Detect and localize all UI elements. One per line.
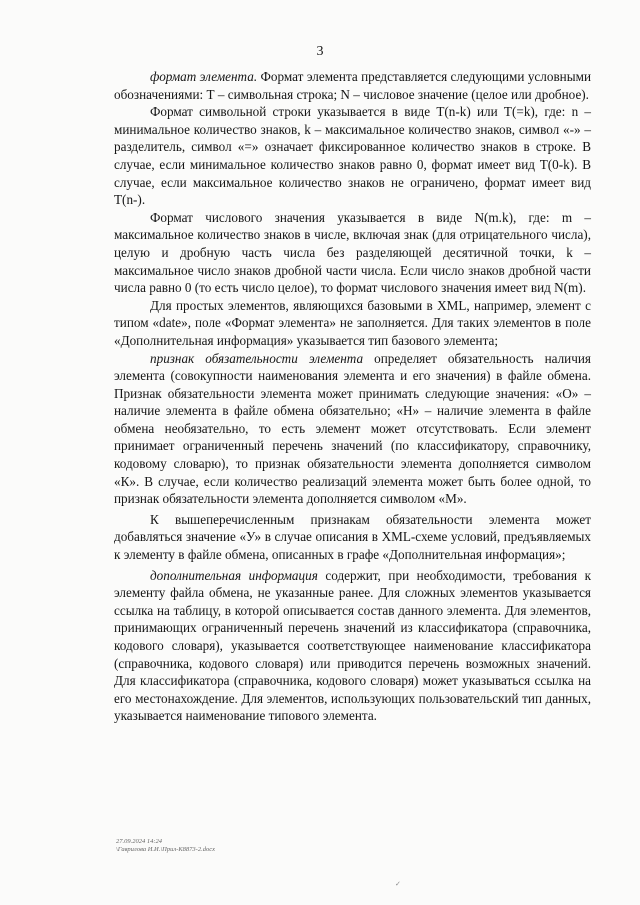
term-mandatory-flag: признак обязательности элемента bbox=[150, 350, 364, 366]
paragraph-mandatory-flag bbox=[114, 350, 591, 508]
paragraph-text: Формат числового значения указывается в виде N(m.k), где: m – максимальное количество знаков в числе, включая знак (для отрицательного числа), целую и дробную часть числа без разделяющей десятичной точки, k – максимальное число знаков дробной части числа. Если число знаков дробной части числа равно 0 (то есть число целое), то формат числового значения имеет вид N(m). bbox=[114, 209, 591, 296]
term-additional-info: дополнительная информация bbox=[150, 567, 318, 583]
paragraph-additional-info bbox=[114, 567, 591, 725]
paragraph-condition-flag bbox=[114, 511, 591, 564]
paragraph-string-format bbox=[114, 103, 591, 209]
paragraph-text: Для простых элементов, являющихся базовыми в XML, например, элемент с типом «date», поле «Формат элемента» не заполняется. Для таких элементов в поле «Дополнительная информация» указывается тип базового элемента; bbox=[114, 297, 591, 348]
paragraph-number-format bbox=[114, 209, 591, 297]
paragraph-text: К вышеперечисленным признакам обязательности элемента может добавляться значение «У» в случае описания в XML-схеме условий, предъявляемых к элементу в файле обмена, описанных в графе «Дополнительная информация»; bbox=[114, 511, 591, 563]
file-stamp-date: 27.09.2024 14:24 bbox=[116, 838, 163, 845]
paragraph-text: Формат элемента представляется следующими условными обозначениями: Т – символьная строка; N – числовое значение (целое или дробное). bbox=[114, 69, 591, 102]
paragraph-simple-elements bbox=[114, 297, 591, 350]
paragraph-text: определяет обязательность наличия элемента (совокупности наименования элемента и его значения) в файле обмена. Признак обязательности элемента может принимать следующие значения: «О» – наличие элемента в файле обмена обязательно; «Н» – наличие элемента в файле обмена необязательно, то есть элемент может отсутствовать. Если элемент принимает ограниченный перечень значений (по классификатору, справочнику, кодовому словарю), то признак обязательности элемента дополняется символом «К». В случае, если количество реализаций элемента может быть более одной, то признак обязательности элемента дополняется символом «М». bbox=[114, 350, 591, 507]
page-number: 3 bbox=[316, 44, 324, 59]
term-element-format: формат элемента. bbox=[150, 69, 258, 84]
file-stamp bbox=[116, 838, 215, 854]
check-mark: ✓ bbox=[395, 880, 401, 888]
file-stamp-path: \Гаврилова И.И.\Прил-К8873-2.docx bbox=[116, 846, 215, 853]
document-body bbox=[114, 68, 591, 725]
paragraph-text: содержит, при необходимости, требования к элементу файла обмена, не указанные ранее. Для сложных элементов указывается ссылка на таблицу, в которой описывается состав данного элемента. Для элементов, принимающих ограниченный перечень значений из классификатора (справочника, кодового словаря), указывается соответствующее наименование классификатора (справочника, кодового словаря) или приводится перечень возможных значений. Для классификатора (справочника, кодового словаря) может указываться ссылка на его местонахождение. Для элементов, использующих пользовательский тип данных, указывается наименование типового элемента. bbox=[114, 567, 591, 724]
paragraph-text: Формат символьной строки указывается в виде T(n-k) или T(=k), где: n – минимальное количество знаков, k – максимальное количество знаков, символ «-» – разделитель, символ «=» означает фиксированное количество знаков в строке. В случае, если минимальное количество знаков равно 0, формат имеет вид T(0-k). В случае, если максимальное количество знаков не ограничено, формат имеет вид T(n-). bbox=[114, 104, 591, 208]
paragraph-element-format bbox=[114, 68, 591, 103]
